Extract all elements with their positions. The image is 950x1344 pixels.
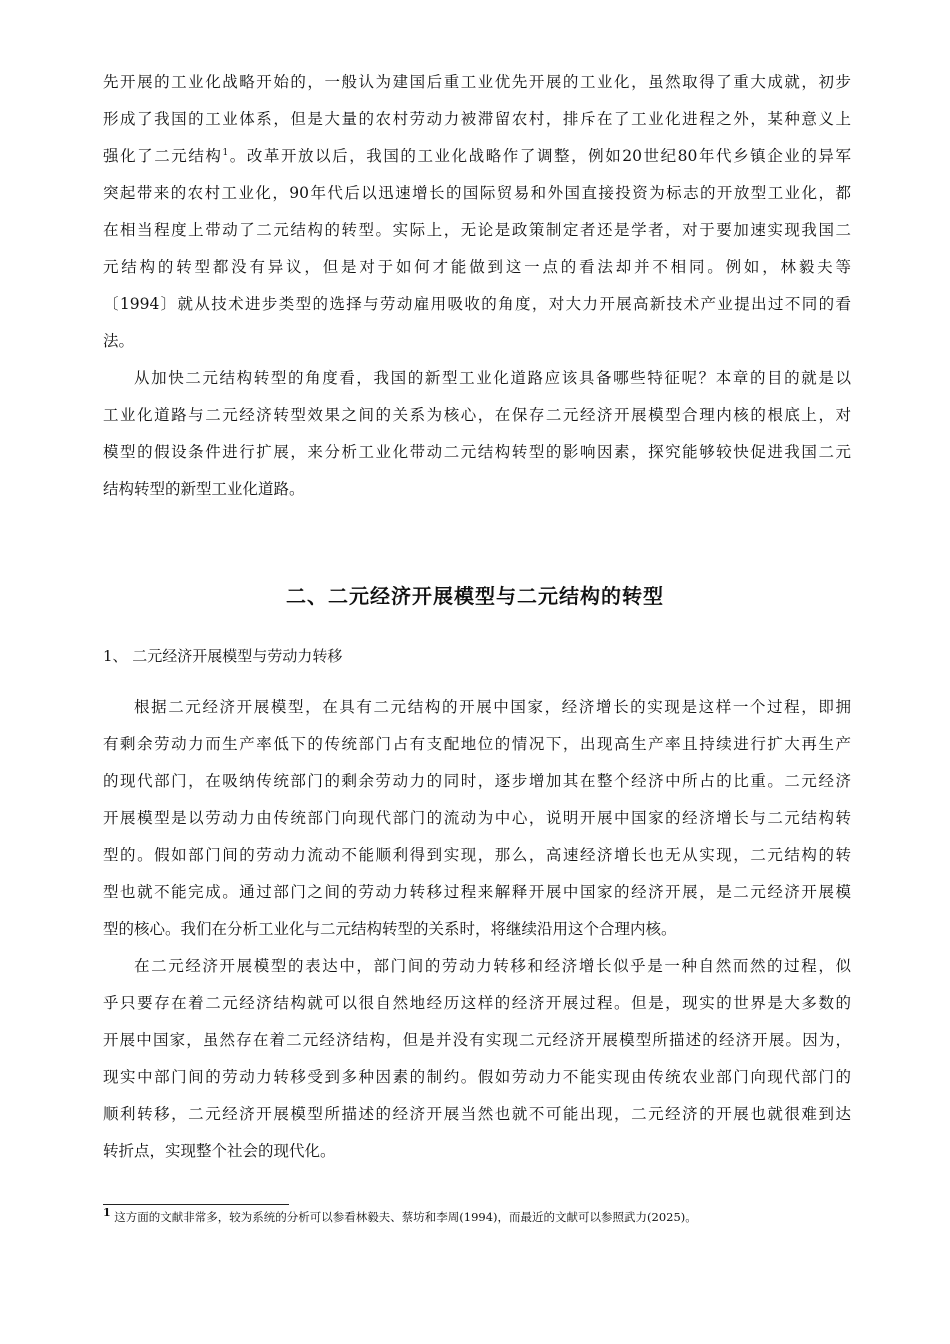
footnote-number: 1 — [103, 1206, 111, 1220]
paragraph-4 — [103, 948, 851, 1170]
text-line: 工业化道路与二元经济转型效果之间的关系为核心，在保存二元经济开展模型合理内核的根底上，对 — [103, 406, 851, 424]
text-line: 在相当程度上带动了二元结构的转型。实际上，无论是政策制定者还是学者，对于要加速实现我国二 — [103, 221, 851, 239]
footnote-text: 这方面的文献非常多，较为系统的分析可以参看林毅夫、蔡坊和李周(1994)，而最近的文献可以参照武力(2025)。 — [110, 1210, 697, 1224]
paragraph-2 — [103, 360, 851, 508]
text-line: 乎只要存在着二元经济结构就可以很自然地经历这样的经济开展过程。但是，现实的世界是大多数的 — [103, 994, 851, 1012]
text-line: 有剩余劳动力而生产率低下的传统部门占有支配地位的情况下，出现高生产率且持续进行扩大再生产 — [103, 735, 851, 753]
text-segment: 。改革开放以后，我国的工业化战略作了调整，例如20世纪80年代乡镇企业的异军 — [228, 147, 851, 165]
text-line: 先开展的工业化战略开始的，一般认为建国后重工业优先开展的工业化，虽然取得了重大成就，初步 — [103, 73, 851, 91]
text-line: 型的核心。我们在分析工业化与二元结构转型的关系时，将继续沿用这个合理内核。 — [103, 920, 677, 938]
text-line: 开展模型是以劳动力由传统部门向现代部门的流动为中心，说明开展中国家的经济增长与二元结构转 — [103, 809, 851, 827]
text-line: 根据二元经济开展模型，在具有二元结构的开展中国家，经济增长的实现是这样一个过程，即拥 — [134, 698, 851, 716]
section-heading: 二、二元经济开展模型与二元结构的转型 — [286, 584, 664, 608]
text-line: 型的。假如部门间的劳动力流动不能顺利得到实现，那么，高速经济增长也无从实现，二元结构的转 — [103, 846, 851, 864]
text-line: 顺利转移，二元经济开展模型所描述的经济开展当然也就不可能出现，二元经济的开展也就很难到达 — [103, 1105, 851, 1123]
text-line: 模型的假设条件进行扩展，来分析工业化带动二元结构转型的影响因素，探究能够较快促进我国二元 — [103, 443, 851, 461]
text-line: 元结构的转型都没有异议，但是对于如何才能做到这一点的看法却并不相同。例如，林毅夫等 — [103, 258, 851, 276]
text-line-with-footnote — [103, 138, 851, 175]
text-line: 转折点，实现整个社会的现代化。 — [103, 1142, 336, 1160]
footnote-reference[interactable]: 1 — [222, 147, 229, 158]
footnote-divider — [103, 1204, 289, 1205]
footnote — [103, 1206, 697, 1225]
text-segment: 强化了二元结构 — [103, 147, 223, 165]
text-line: 法。 — [103, 332, 135, 350]
text-line: 型也就不能完成。通过部门之间的劳动力转移过程来解释开展中国家的经济开展，是二元经济开展模 — [103, 883, 851, 901]
text-line: 形成了我国的工业体系，但是大量的农村劳动力被滞留农村，排斥在了工业化进程之外，某种意义上 — [103, 110, 851, 128]
paragraph-3 — [103, 689, 851, 948]
subsection-heading: 1、 二元经济开展模型与劳动力转移 — [103, 647, 343, 665]
text-line: 的现代部门，在吸纳传统部门的剩余劳动力的同时，逐步增加其在整个经济中所占的比重。二元经济 — [103, 772, 851, 790]
text-line: 现实中部门间的劳动力转移受到多种因素的制约。假如劳动力不能实现由传统农业部门向现代部门的 — [103, 1068, 851, 1086]
text-line: 开展中国家，虽然存在着二元经济结构，但是并没有实现二元经济开展模型所描述的经济开展。因为， — [103, 1031, 851, 1049]
text-line: 突起带来的农村工业化，90年代后以迅速增长的国际贸易和外国直接投资为标志的开放型工业化，都 — [103, 184, 851, 202]
text-line: 在二元经济开展模型的表达中，部门间的劳动力转移和经济增长似乎是一种自然而然的过程，似 — [134, 957, 851, 975]
text-line: 从加快二元结构转型的角度看，我国的新型工业化道路应该具备哪些特征呢？本章的目的就是以 — [134, 369, 851, 387]
paragraph-1 — [103, 64, 851, 360]
text-line: 结构转型的新型工业化道路。 — [103, 480, 305, 498]
text-line: 〔1994〕就从技术进步类型的选择与劳动雇用吸收的角度，对大力开展高新技术产业提出过不同的看 — [103, 295, 851, 313]
